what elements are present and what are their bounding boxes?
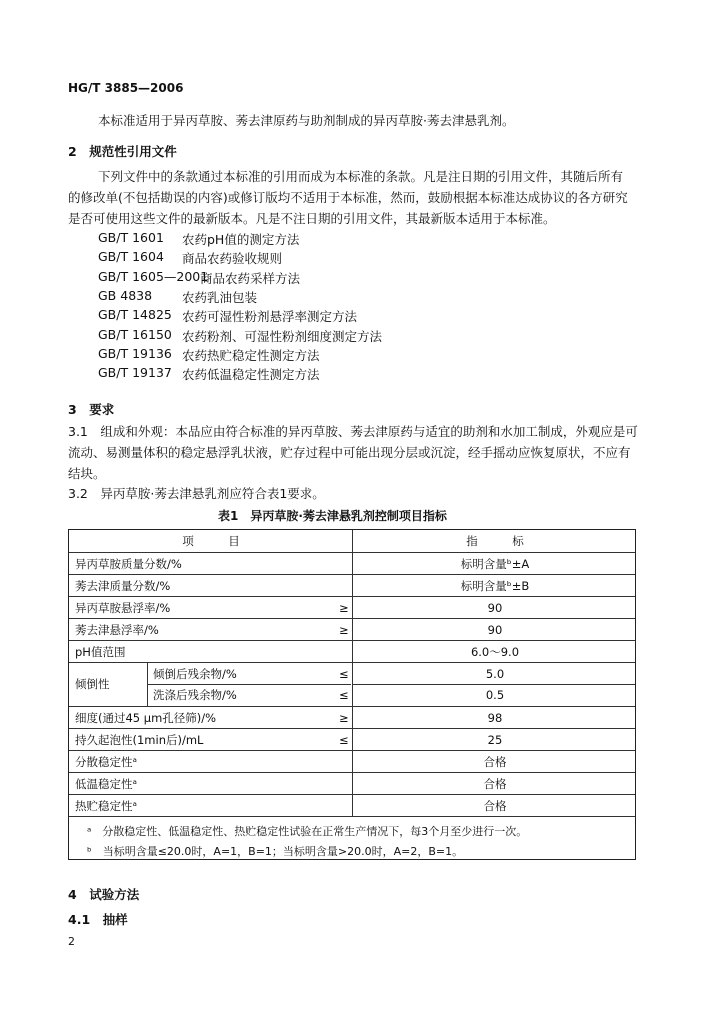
reference-code: GB 4838	[98, 287, 153, 303]
row-value: 合格	[483, 776, 507, 791]
row-operator: ≤	[339, 732, 349, 747]
reference-title: 农药可湿性粉剂悬浮率测定方法	[182, 309, 358, 325]
reference-code: GB/T 19136	[98, 345, 172, 361]
clause-3-1-line: 流动、易测量体积的稳定悬浮乳状液，贮存过程中可能出现分层或沉淀，经手摇动应恢复原状，不应有	[68, 445, 631, 460]
row-operator: ≤	[339, 688, 349, 702]
section-2-heading: 2 规范性引用文件	[68, 144, 177, 159]
section-4-heading: 4 试验方法	[68, 887, 140, 902]
reference-code: GB/T 1604	[98, 249, 164, 265]
clause-4-1-heading: 4.1 抽样	[68, 912, 128, 927]
row-item: 细度(通过45 μm孔径筛)/%	[75, 710, 217, 725]
paragraph-line: 是否可使用这些文件的最新版本。凡是不注日期的引用文件，其最新版本适用于本标准。	[68, 211, 556, 226]
row-value: 合格	[483, 754, 507, 769]
section-3-heading: 3 要求	[68, 402, 115, 417]
row-value: 0.5	[485, 688, 505, 702]
reference-code: GB/T 19137	[98, 365, 172, 381]
row-group-label: 倾倒性	[75, 677, 110, 691]
table-footnotes	[69, 816, 635, 861]
paragraph-line: 的修改单(不包括勘误的内容)或修订版均不适用于本标准，然而，鼓励根据本标准达成协议的各方研究	[68, 190, 628, 205]
row-value: 合格	[483, 798, 507, 813]
row-value: 90	[487, 600, 503, 615]
row-item: 持久起泡性(1min后)/mL	[75, 732, 204, 747]
clause-3-2: 3.2 异丙草胺·莠去津悬乳剂应符合表1要求。	[68, 486, 325, 501]
column-divider	[352, 530, 353, 816]
requirements-table	[68, 529, 636, 860]
paragraph-line: 下列文件中的条款通过本标准的引用而成为本标准的条款。凡是注日期的引用文件，其随后所有	[98, 169, 624, 184]
row-operator: ≤	[339, 666, 349, 681]
row-item: 低温稳定性ᵃ	[75, 776, 138, 791]
page-number: 2	[68, 935, 75, 948]
reference-code: GB/T 1605—2001	[98, 268, 209, 284]
row-item: 热贮稳定性ᵃ	[75, 798, 138, 813]
row-value: 25	[487, 732, 503, 747]
reference-code: GB/T 16150	[98, 326, 172, 342]
row-item: 洗涤后残余物/%	[153, 688, 237, 702]
row-operator: ≥	[339, 600, 349, 615]
footnote-b: ᵇ 当标明含量≤20.0时，A=1，B=1；当标明含量>20.0时，A=2，B=1。	[87, 845, 464, 858]
standard-number-header: HG/T 3885—2006	[68, 81, 184, 95]
row-value: 标明含量ᵇ±A	[460, 556, 530, 571]
reference-code: GB/T 14825	[98, 307, 172, 323]
scope-text: 本标准适用于异丙草胺、莠去津原药与助剂制成的异丙草胺·莠去津悬乳剂。	[98, 113, 515, 128]
header-item: 项 目	[182, 534, 240, 548]
row-value: 标明含量ᵇ±B	[460, 578, 530, 593]
row-item: pH值范围	[75, 644, 126, 659]
row-item: 分散稳定性ᵃ	[75, 754, 138, 769]
table-title: 表1 异丙草胺·莠去津悬乳剂控制项目指标	[218, 509, 447, 523]
row-item: 异丙草胺质量分数/%	[75, 556, 182, 571]
row-value: 6.0～9.0	[470, 644, 520, 659]
reference-title: 农药乳油包装	[182, 289, 258, 305]
reference-title: 农药粉剂、可湿性粉剂细度测定方法	[182, 328, 383, 344]
row-value: 5.0	[485, 666, 505, 681]
row-item: 莠去津悬浮率/%	[75, 622, 159, 637]
reference-title: 农药低温稳定性测定方法	[182, 367, 320, 383]
row-operator: ≥	[339, 710, 349, 725]
row-operator: ≥	[339, 622, 349, 637]
clause-3-1-line: 结块。	[68, 466, 106, 481]
reference-title: 商品农药验收规则	[182, 251, 283, 267]
row-item: 倾倒后残余物/%	[153, 666, 237, 681]
row-item: 异丙草胺悬浮率/%	[75, 600, 171, 615]
clause-3-1-line: 3.1 组成和外观：本品应由符合标准的异丙草胺、莠去津原药与适宜的助剂和水加工制成，外观应是可	[68, 424, 638, 439]
reference-title: 农药热贮稳定性测定方法	[182, 347, 320, 363]
header-value: 指 标	[466, 534, 524, 548]
reference-code: GB/T 1601	[98, 230, 164, 245]
row-item: 莠去津质量分数/%	[75, 578, 171, 593]
row-value: 98	[487, 710, 503, 725]
reference-title: 农药pH值的测定方法	[182, 232, 300, 247]
subcolumn-divider	[147, 662, 148, 706]
reference-title: 商品农药采样方法	[200, 270, 301, 286]
row-value: 90	[487, 622, 503, 637]
footnote-a: ᵃ 分散稳定性、低温稳定性、热贮稳定性试验在正常生产情况下，每3个月至少进行一次。	[87, 825, 528, 838]
